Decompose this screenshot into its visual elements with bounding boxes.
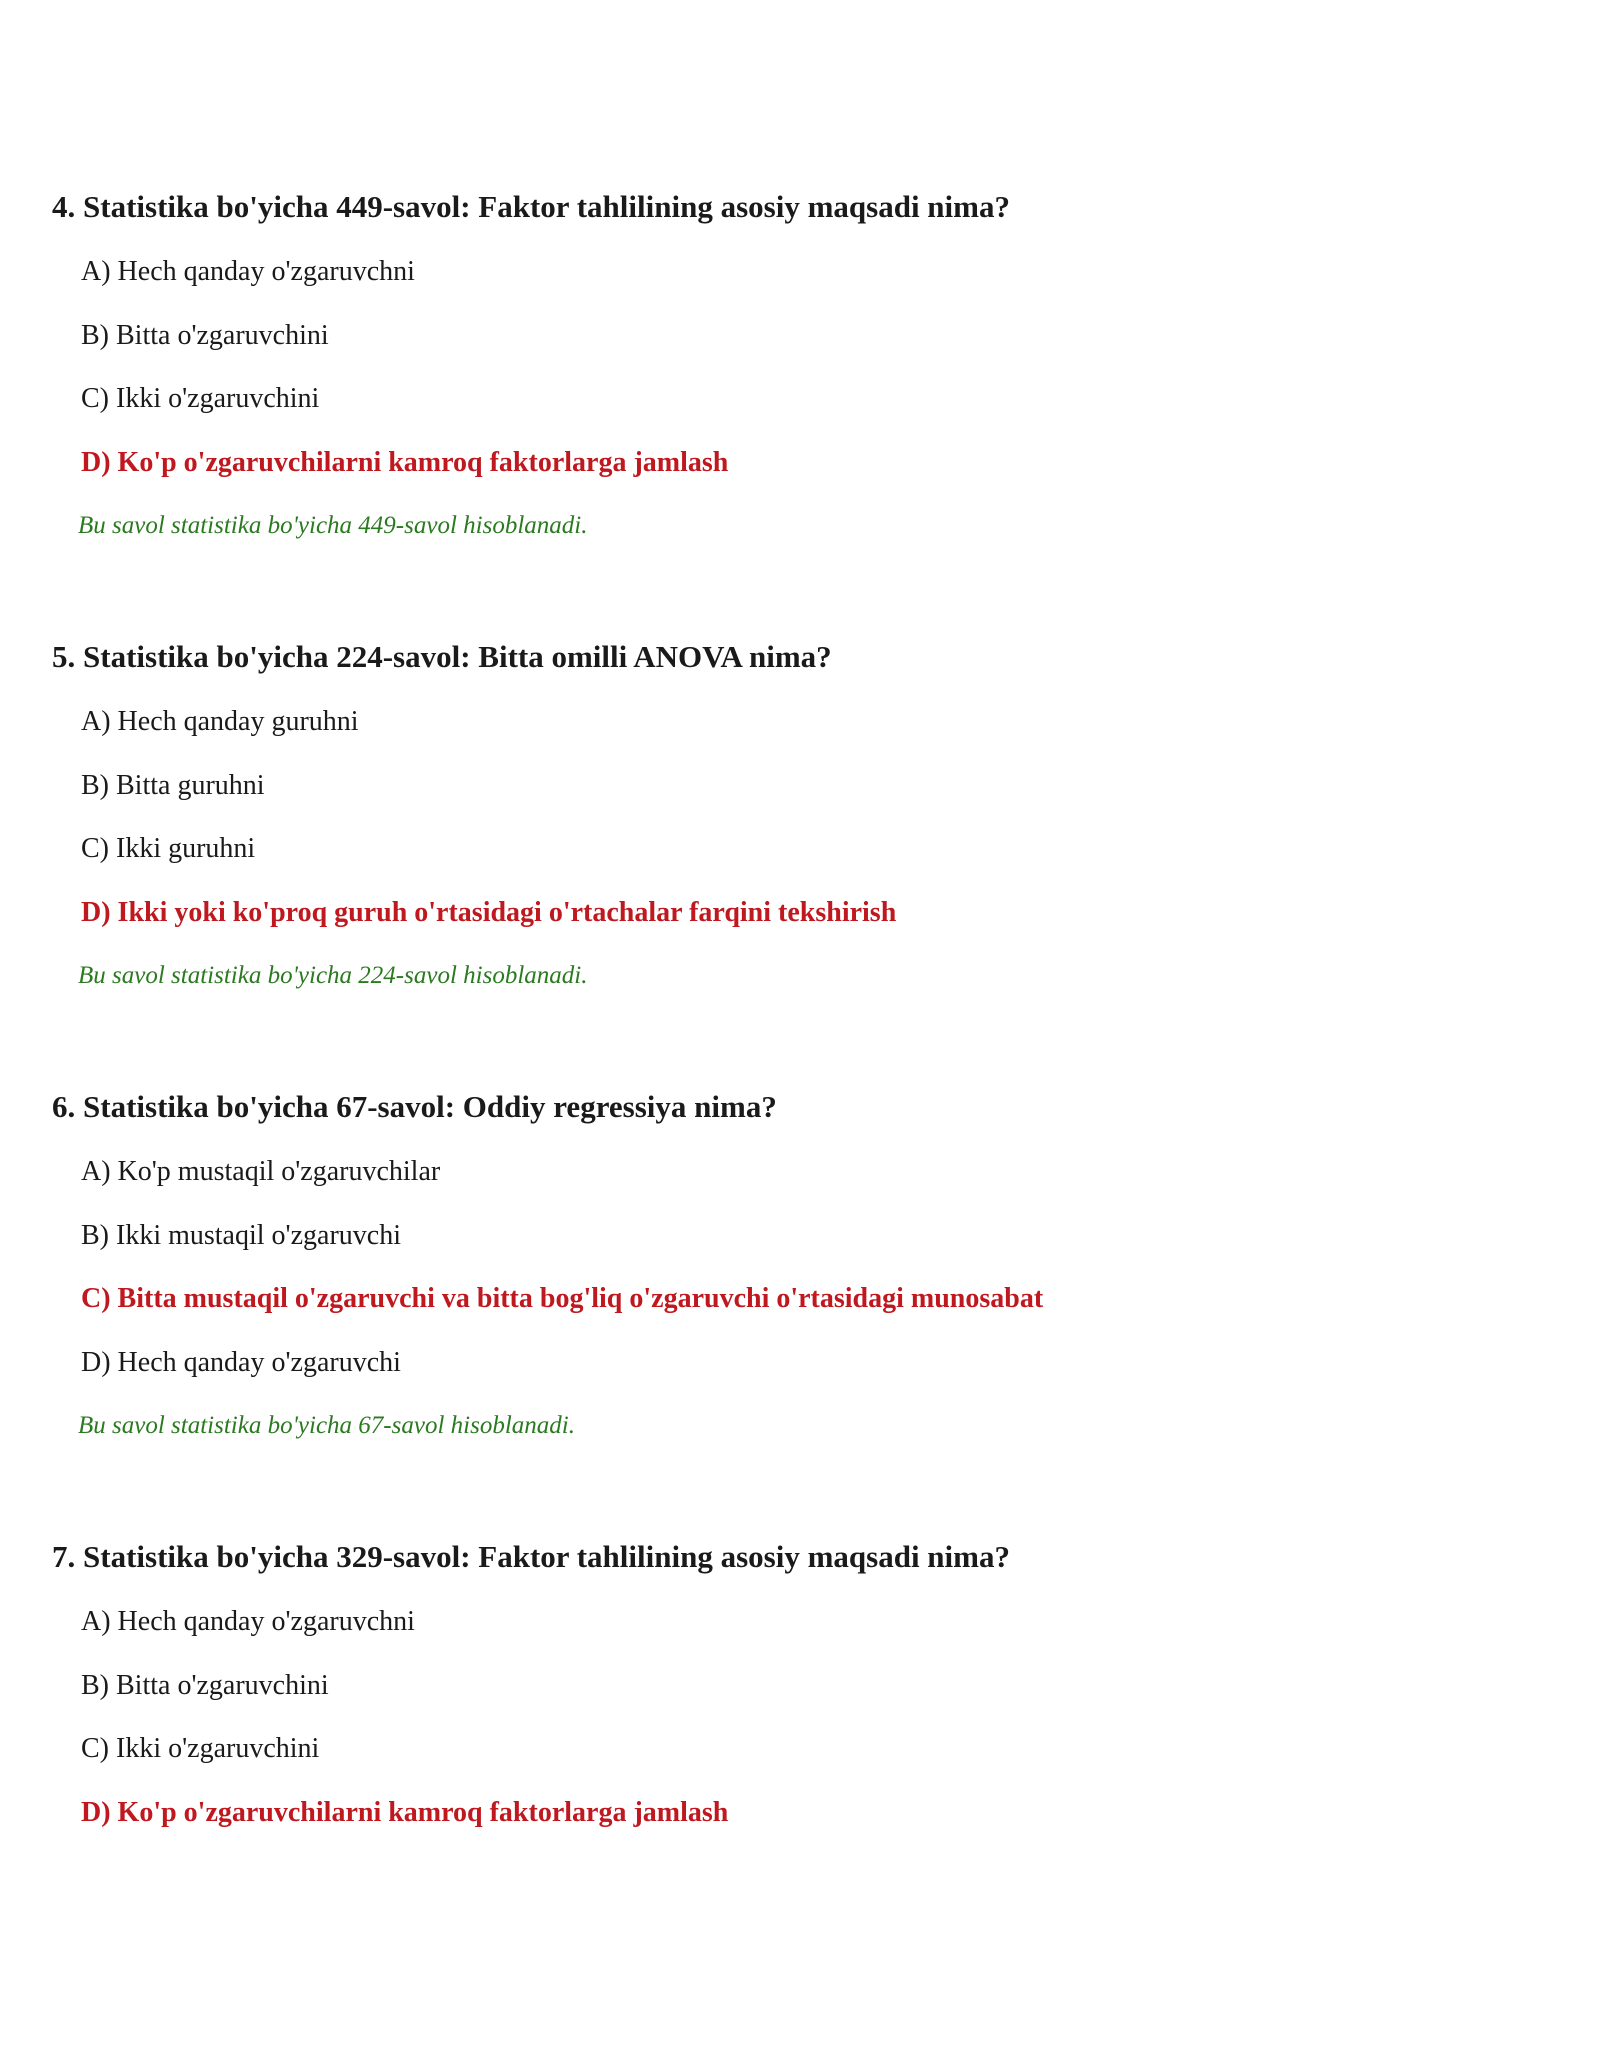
answer-option: A) Hech qanday guruhni [81, 706, 359, 737]
answer-option: A) Hech qanday o'zgaruvchni [81, 1606, 415, 1637]
question-title: 6. Statistika bo'yicha 67-savol: Oddiy regressiya nima? [52, 1089, 777, 1124]
question-note: Bu savol statistika bo'yicha 67-savol hisoblanadi. [78, 1412, 575, 1439]
answer-option: B) Ikki mustaqil o'zgaruvchi [81, 1220, 401, 1251]
question-title: 4. Statistika bo'yicha 449-savol: Faktor tahlilining asosiy maqsadi nima? [52, 189, 1010, 224]
question-block [52, 1088, 1552, 1439]
answer-option: C) Ikki o'zgaruvchini [81, 1733, 320, 1764]
correct-answer-option: D) Ko'p o'zgaruvchilarni kamroq faktorlarga jamlash [81, 447, 729, 478]
correct-answer-option: D) Ikki yoki ko'proq guruh o'rtasidagi o'rtachalar farqini tekshirish [81, 897, 897, 928]
question-block [52, 188, 1552, 539]
answer-option: B) Bitta guruhni [81, 770, 265, 801]
answer-option: A) Ko'p mustaqil o'zgaruvchilar [81, 1156, 441, 1187]
correct-answer-option: C) Bitta mustaqil o'zgaruvchi va bitta bog'liq o'zgaruvchi o'rtasidagi munosabat [81, 1283, 1044, 1314]
answer-option: B) Bitta o'zgaruvchini [81, 1670, 329, 1701]
question-block [52, 1538, 1552, 1828]
question-note: Bu savol statistika bo'yicha 449-savol hisoblanadi. [78, 512, 588, 539]
question-title: 7. Statistika bo'yicha 329-savol: Faktor tahlilining asosiy maqsadi nima? [52, 1539, 1010, 1574]
question-note: Bu savol statistika bo'yicha 224-savol hisoblanadi. [78, 962, 588, 989]
question-block [52, 638, 1552, 989]
correct-answer-option: D) Ko'p o'zgaruvchilarni kamroq faktorlarga jamlash [81, 1797, 729, 1828]
answer-option: A) Hech qanday o'zgaruvchni [81, 256, 415, 287]
question-title: 5. Statistika bo'yicha 224-savol: Bitta omilli ANOVA nima? [52, 639, 832, 674]
answer-option: B) Bitta o'zgaruvchini [81, 320, 329, 351]
answer-option: D) Hech qanday o'zgaruvchi [81, 1347, 401, 1378]
answer-option: C) Ikki o'zgaruvchini [81, 383, 320, 414]
answer-option: C) Ikki guruhni [81, 833, 256, 864]
